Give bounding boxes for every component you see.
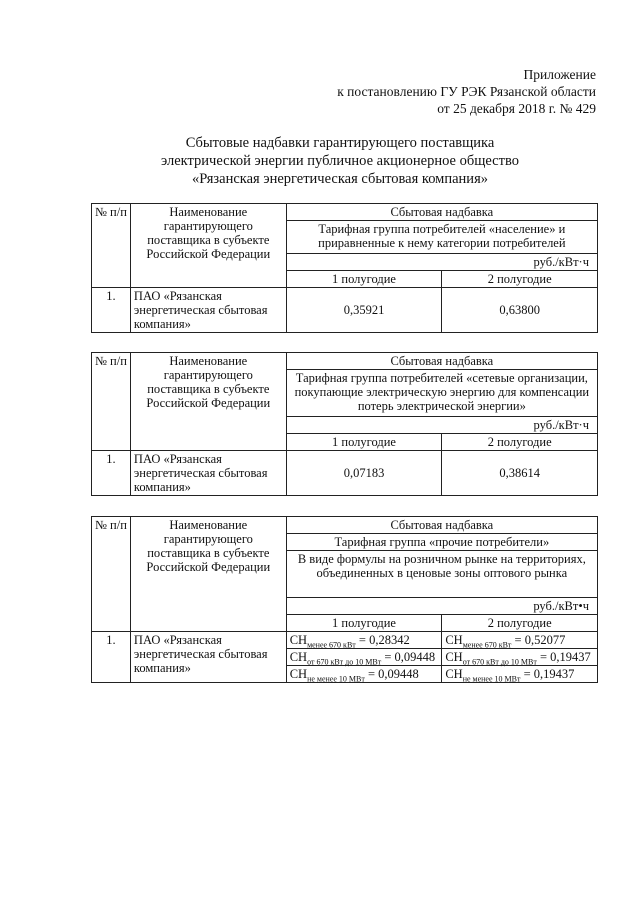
row-supplier-name: ПАО «Рязанская энергетическая сбытовая компания» bbox=[130, 451, 286, 496]
formula-base: СН bbox=[445, 650, 463, 664]
title-line2: электрической энергии публичное акционерное общество bbox=[161, 153, 519, 169]
header-markup: Сбытовая надбавка bbox=[286, 204, 597, 221]
tariff-group: Тарифная группа потребителей «население» и приравненные к нему категории потребителей bbox=[286, 221, 597, 254]
header-half2: 2 полугодие bbox=[442, 434, 598, 451]
header-name: Наименование гарантирующего поставщика в субъекте Российской Федерации bbox=[130, 204, 286, 288]
unit-label: руб./кВт•ч bbox=[286, 598, 597, 615]
formula-under-670kw-half2 bbox=[442, 632, 598, 649]
formula-over-10mw-half2 bbox=[442, 666, 598, 683]
appendix-line2: к постановлению ГУ РЭК Рязанской области bbox=[337, 84, 596, 99]
formula-base: СН bbox=[289, 667, 308, 681]
formula-value: = 0,28342 bbox=[355, 633, 410, 647]
formula-value: = 0,52077 bbox=[511, 633, 566, 647]
value-half1: 0,07183 bbox=[286, 451, 442, 496]
value-half2: 0,63800 bbox=[442, 288, 598, 333]
document-title bbox=[100, 134, 580, 188]
formula-under-670kw-half1 bbox=[286, 632, 442, 649]
tariff-group: Тарифная группа «прочие потребители» bbox=[286, 534, 597, 551]
formula-subscript: не менее 10 МВт bbox=[462, 674, 521, 684]
formula-value: = 0,19437 bbox=[536, 650, 591, 664]
formula-value: = 0,19437 bbox=[520, 667, 575, 681]
formula-subscript: от 670 кВт до 10 МВт bbox=[462, 657, 537, 667]
tariff-group: Тарифная группа потребителей «сетевые организации, покупающие электрическую энергию для компенсации потерь электрической энергии» bbox=[286, 370, 597, 417]
formula-base: СН bbox=[445, 633, 463, 647]
header-name: Наименование гарантирующего поставщика в субъекте Российской Федерации bbox=[130, 353, 286, 451]
row-num: 1. bbox=[92, 288, 131, 333]
formula-base: СН bbox=[289, 633, 308, 647]
formula-subscript: не менее 10 МВт bbox=[307, 674, 365, 684]
header-num: № п/п bbox=[92, 204, 131, 288]
unit-label: руб./кВт·ч bbox=[286, 254, 597, 271]
appendix-line3: от 25 декабря 2018 г. № 429 bbox=[437, 101, 596, 116]
header-half1: 1 полугодие bbox=[286, 271, 442, 288]
header-half1: 1 полугодие bbox=[286, 615, 442, 632]
formula-value: = 0,09448 bbox=[364, 667, 419, 681]
header-half2: 2 полугодие bbox=[442, 271, 598, 288]
formula-subscript: менее 670 кВт bbox=[462, 640, 512, 650]
appendix-line1: Приложение bbox=[523, 67, 596, 82]
header-name: Наименование гарантирующего поставщика в субъекте Российской Федерации bbox=[130, 517, 286, 632]
formula-subscript: менее 670 кВт bbox=[307, 640, 356, 650]
markup-table-other-consumers bbox=[91, 516, 598, 683]
markup-table-grid-organizations bbox=[91, 352, 598, 496]
row-num: 1. bbox=[92, 632, 131, 683]
header-half1: 1 полугодие bbox=[286, 434, 442, 451]
row-supplier-name: ПАО «Рязанская энергетическая сбытовая компания» bbox=[130, 288, 286, 333]
value-half2: 0,38614 bbox=[442, 451, 598, 496]
markup-table-population bbox=[91, 203, 598, 333]
appendix-block bbox=[337, 66, 596, 117]
formula-subscript: от 670 кВт до 10 МВт bbox=[307, 657, 382, 667]
title-line3: «Рязанская энергетическая сбытовая компания» bbox=[192, 171, 488, 187]
header-markup: Сбытовая надбавка bbox=[286, 353, 597, 370]
header-num: № п/п bbox=[92, 353, 131, 451]
formula-base: СН bbox=[289, 650, 308, 664]
value-half1: 0,35921 bbox=[286, 288, 442, 333]
formula-value: = 0,09448 bbox=[381, 650, 436, 664]
header-num: № п/п bbox=[92, 517, 131, 632]
header-markup: Сбытовая надбавка bbox=[286, 517, 597, 534]
tariff-subgroup: В виде формулы на розничном рынке на территориях, объединенных в ценовые зоны оптового рынка bbox=[286, 551, 597, 598]
formula-over-10mw-half1 bbox=[286, 666, 442, 683]
row-supplier-name: ПАО «Рязанская энергетическая сбытовая компания» bbox=[130, 632, 286, 683]
formula-670kw-10mw-half1 bbox=[286, 649, 442, 666]
formula-670kw-10mw-half2 bbox=[442, 649, 598, 666]
title-line1: Сбытовые надбавки гарантирующего поставщика bbox=[185, 135, 495, 151]
unit-label: руб./кВт·ч bbox=[286, 417, 597, 434]
formula-base: СН bbox=[445, 667, 463, 681]
row-num: 1. bbox=[92, 451, 131, 496]
header-half2: 2 полугодие bbox=[442, 615, 598, 632]
